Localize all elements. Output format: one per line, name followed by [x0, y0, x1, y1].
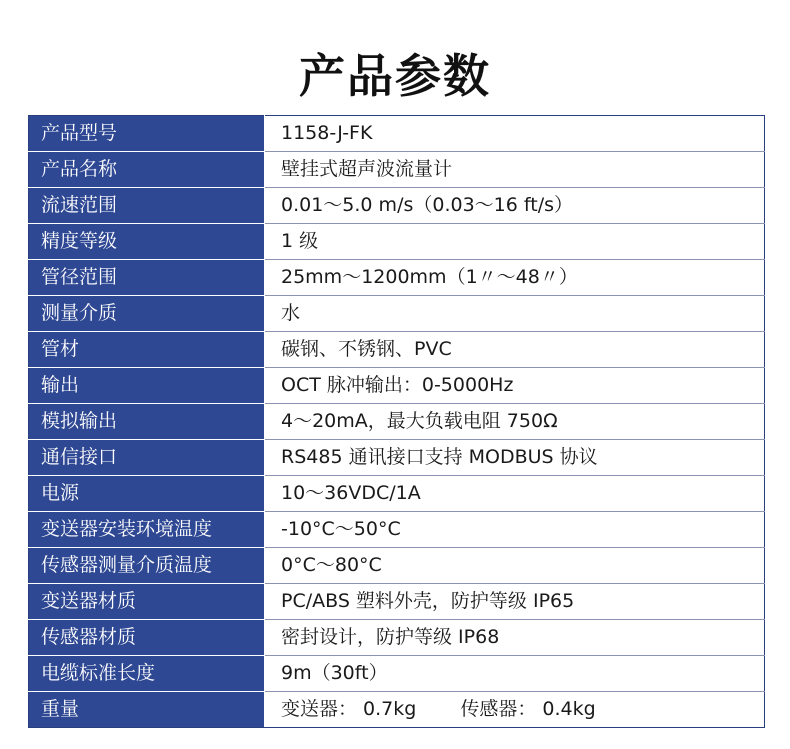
weight-sensor: 传感器： 0.4kg — [460, 698, 596, 720]
table-row — [29, 584, 765, 620]
row-label: 产品名称 — [29, 152, 265, 188]
row-label: 传感器测量介质温度 — [29, 548, 265, 584]
row-value: 4～20mA，最大负载电阻 750Ω — [265, 404, 765, 440]
row-label: 变送器安装环境温度 — [29, 512, 265, 548]
row-value: -10°C～50°C — [265, 512, 765, 548]
row-label: 通信接口 — [29, 440, 265, 476]
page-title: 产品参数 — [299, 49, 491, 103]
row-value: 0°C～80°C — [265, 548, 765, 584]
row-value: 壁挂式超声波流量计 — [265, 152, 765, 188]
row-label: 管材 — [29, 332, 265, 368]
row-label: 传感器材质 — [29, 620, 265, 656]
table-row — [29, 332, 765, 368]
row-label: 管径范围 — [29, 260, 265, 296]
table-row — [29, 692, 765, 728]
table-row — [29, 188, 765, 224]
row-value: 碳钢、不锈钢、PVC — [265, 332, 765, 368]
row-label: 重量 — [29, 692, 265, 728]
table-row — [29, 296, 765, 332]
table-row — [29, 656, 765, 692]
spec-table — [28, 115, 765, 728]
table-row — [29, 440, 765, 476]
row-label: 电源 — [29, 476, 265, 512]
row-label: 测量介质 — [29, 296, 265, 332]
row-value: 9m（30ft） — [265, 656, 765, 692]
row-value: 25mm～1200mm（1〃～48〃） — [265, 260, 765, 296]
row-value: 1 级 — [265, 224, 765, 260]
row-label: 流速范围 — [29, 188, 265, 224]
row-label: 电缆标准长度 — [29, 656, 265, 692]
row-value: 水 — [265, 296, 765, 332]
row-value — [265, 692, 765, 728]
row-value: 1158-J-FK — [265, 116, 765, 152]
row-label: 输出 — [29, 368, 265, 404]
row-label: 产品型号 — [29, 116, 265, 152]
row-label: 模拟输出 — [29, 404, 265, 440]
weight-transmitter: 变送器： 0.7kg — [281, 698, 417, 720]
table-row — [29, 512, 765, 548]
row-label: 变送器材质 — [29, 584, 265, 620]
row-value: OCT 脉冲输出：0-5000Hz — [265, 368, 765, 404]
row-value: 密封设计，防护等级 IP68 — [265, 620, 765, 656]
row-label: 精度等级 — [29, 224, 265, 260]
row-value: 10～36VDC/1A — [265, 476, 765, 512]
row-value: 0.01～5.0 m/s（0.03～16 ft/s） — [265, 188, 765, 224]
table-row — [29, 620, 765, 656]
table-row — [29, 152, 765, 188]
table-row — [29, 476, 765, 512]
table-row — [29, 548, 765, 584]
table-row — [29, 404, 765, 440]
row-value: RS485 通讯接口支持 MODBUS 协议 — [265, 440, 765, 476]
table-row — [29, 116, 765, 152]
table-row — [29, 260, 765, 296]
row-value: PC/ABS 塑料外壳，防护等级 IP65 — [265, 584, 765, 620]
table-row — [29, 368, 765, 404]
table-row — [29, 224, 765, 260]
